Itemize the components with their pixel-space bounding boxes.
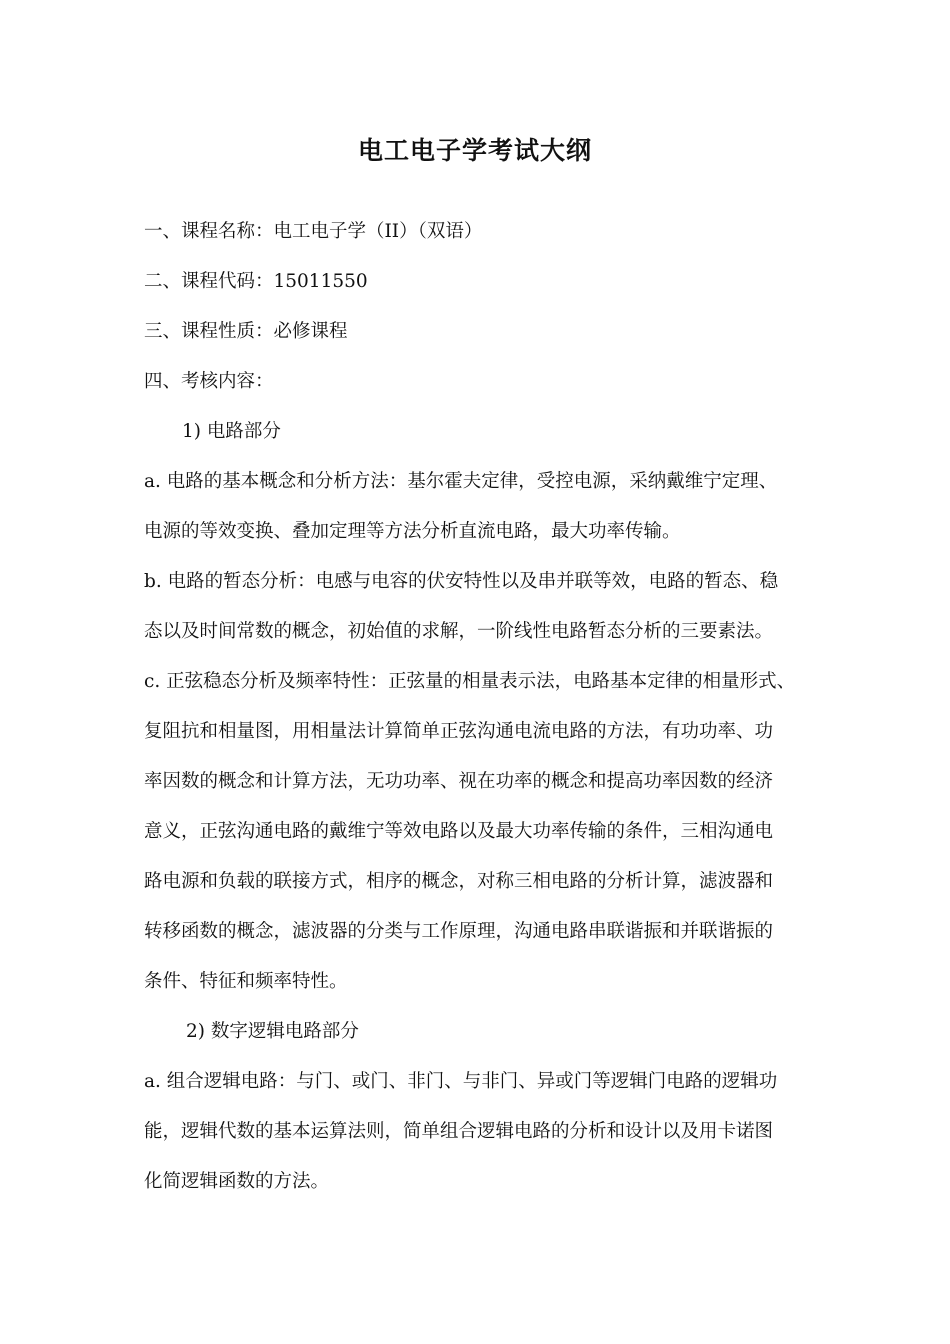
section-heading-circuits: 1) 电路部分 (182, 421, 281, 442)
document-body (144, 207, 816, 1207)
paragraph-line: 条件、特征和频率特性。 (144, 971, 348, 992)
paragraph-line: 态以及时间常数的概念，初始值的求解，一阶线性电路暂态分析的三要素法。 (144, 621, 774, 642)
course-code-line: 二、课程代码：15011550 (144, 271, 368, 292)
course-nature-line: 三、课程性质：必修课程 (144, 321, 348, 342)
paragraph-line: 电源的等效变换、叠加定理等方法分析直流电路，最大功率传输。 (144, 521, 681, 542)
paragraph-line: 意义，正弦沟通电路的戴维宁等效电路以及最大功率传输的条件，三相沟通电 (144, 821, 774, 842)
paragraph-line: 率因数的概念和计算方法，无功功率、视在功率的概念和提高功率因数的经济 (144, 771, 774, 792)
paragraph-line: 能，逻辑代数的基本运算法则，简单组合逻辑电路的分析和设计以及用卡诺图 (144, 1121, 774, 1142)
section-heading-digital-logic: 2) 数字逻辑电路部分 (186, 1021, 359, 1042)
assessment-content-heading: 四、考核内容： (144, 371, 274, 392)
paragraph-line: c. 正弦稳态分析及频率特性：正弦量的相量表示法，电路基本定律的相量形式、 (144, 671, 796, 692)
paragraph-line: 路电源和负载的联接方式，相序的概念，对称三相电路的分析计算，滤波器和 (144, 871, 774, 892)
paragraph-line: 复阻抗和相量图，用相量法计算简单正弦沟通电流电路的方法，有功功率、功 (144, 721, 774, 742)
paragraph-line: b. 电路的暂态分析：电感与电容的伏安特性以及串并联等效，电路的暂态、稳 (144, 571, 779, 592)
course-name-line: 一、课程名称：电工电子学（II）（双语） (144, 221, 483, 242)
paragraph-line: 化简逻辑函数的方法。 (144, 1171, 330, 1192)
paragraph-line: 转移函数的概念，滤波器的分类与工作原理，沟通电路串联谐振和并联谐振的 (144, 921, 774, 942)
paragraph-line: a. 组合逻辑电路：与门、或门、非门、与非门、异或门等逻辑门电路的逻辑功 (144, 1071, 778, 1092)
page-title: 电工电子学考试大纲 (357, 136, 592, 165)
paragraph-line: a. 电路的基本概念和分析方法：基尔霍夫定律，受控电源，采纳戴维宁定理、 (144, 471, 778, 492)
